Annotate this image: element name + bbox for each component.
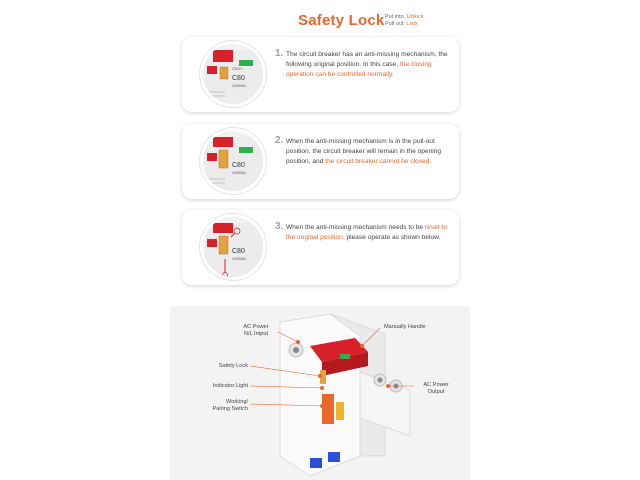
page-header <box>0 10 640 40</box>
pull-out-key: Pull out: <box>385 21 405 27</box>
label-ac-power-input: AC Power N/L Intput <box>243 324 269 337</box>
device-model-label: C80 <box>232 162 245 169</box>
breaker-closeup-icon <box>205 137 265 191</box>
label-safety-lock: Safety Lock <box>218 363 248 369</box>
device-model-label: C80 <box>232 248 245 255</box>
callout-dot <box>320 404 324 408</box>
callout-dot <box>386 384 390 388</box>
device-rating-label: 10000A <box>232 256 246 261</box>
callout-dot <box>320 386 324 390</box>
device-rating-label: 10000A <box>232 83 246 88</box>
lock-legend <box>385 14 424 28</box>
step-1-body: The circuit breaker has an anti-missing mechanism, the following original position. In this case, <box>286 51 448 68</box>
device-model-label: C80 <box>232 75 245 82</box>
step-1-photo <box>200 41 266 107</box>
label-indicator-light: Indicator Light <box>212 383 248 389</box>
step-1-text <box>275 48 454 80</box>
step-1-highlight: the closing operation can be controlled normally. <box>286 61 432 78</box>
pull-out-value: Lock <box>406 21 419 27</box>
page-title: Safety Lock <box>298 12 385 29</box>
step-3-photo <box>200 214 266 280</box>
label-manually-handle: Manually Handle <box>384 324 426 330</box>
step-1-number: 1. <box>275 48 284 59</box>
label-working-pairing-switch: Working/ Pairing Switch <box>212 399 248 412</box>
device-voltage-label: 230V~ <box>232 66 244 71</box>
device-rating-label: 10000A <box>232 170 246 175</box>
step-2-highlight: the circuit breaker cannot be closed. <box>325 158 432 165</box>
callout-dot <box>360 344 364 348</box>
breaker-closeup-icon <box>205 50 265 104</box>
put-into-value: Unlock <box>406 14 424 20</box>
callout-dot <box>318 374 322 378</box>
step-2-text <box>275 135 454 167</box>
step-card-1 <box>182 37 459 112</box>
step-3-body: When the anti-missing mechanism needs to be <box>286 224 424 231</box>
step-3-body-end: please operate as shown below. <box>346 234 441 241</box>
callout-dot <box>296 340 300 344</box>
step-3-number: 3. <box>275 221 284 232</box>
breaker-closeup-icon <box>205 223 265 277</box>
product-diagram <box>170 306 470 480</box>
step-card-3 <box>182 210 459 285</box>
step-2-number: 2. <box>275 135 284 146</box>
step-card-2 <box>182 124 459 199</box>
step-2-body: When the anti-missing mechanism is in the pull-out position, the circuit breaker will remain in the opening position, and <box>286 138 442 165</box>
label-ac-power-output: AC Power Output <box>423 382 449 395</box>
step-3-highlight: reset to the original position, <box>286 224 447 241</box>
put-into-key: Put into: <box>385 14 406 20</box>
step-3-text <box>275 221 454 243</box>
step-2-photo <box>200 128 266 194</box>
